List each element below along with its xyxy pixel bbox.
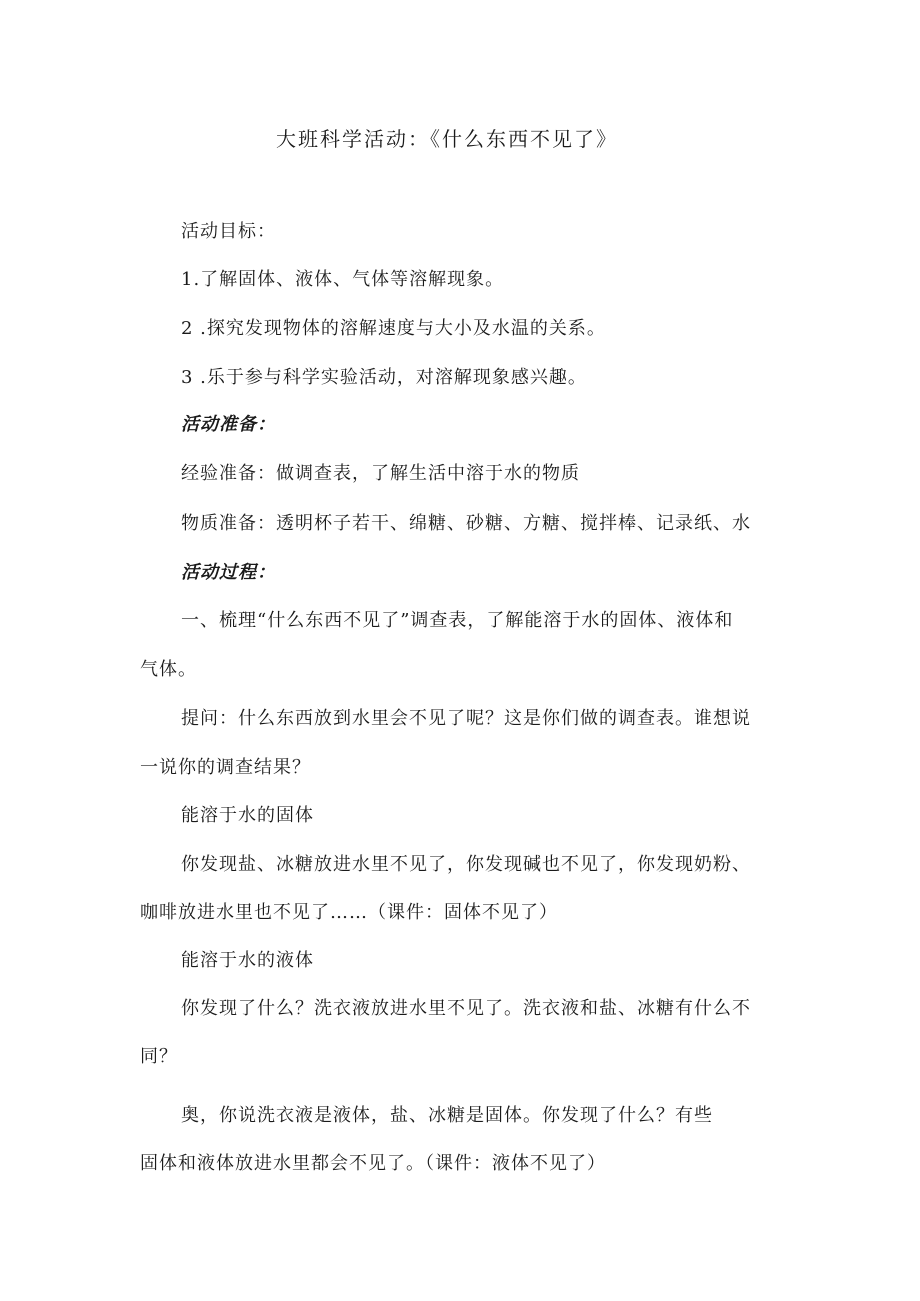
paragraph-line: 提问：什么东西放到水里会不见了呢？这是你们做的调查表。谁想说 [181,708,751,729]
material-preparation: 物质准备：透明杯子若干、绵糖、砂糖、方糖、搅拌棒、记录纸、水 [181,513,751,534]
paragraph-line: 一说你的调查结果？ [140,757,311,778]
liquid-heading: 能溶于水的液体 [181,950,314,971]
goal-item: 1.了解固体、液体、气体等溶解现象。 [181,269,505,290]
paragraph-line: 奥，你说洗衣液是液体，盐、冰糖是固体。你发现了什么？有些 [181,1105,713,1126]
solid-heading: 能溶于水的固体 [181,805,314,826]
goal-item: 2 .探究发现物体的溶解速度与大小及水温的关系。 [181,318,606,339]
paragraph-line: 固体和液体放进水里都会不见了。（课件：液体不见了） [140,1153,606,1174]
paragraph-line: 你发现盐、冰糖放进水里不见了，你发现碱也不见了，你发现奶粉、 [181,854,751,875]
paragraph-line: 一、梳理“什么东西不见了”调查表，了解能溶于水的固体、液体和 [181,610,734,631]
paragraph-line: 咖啡放进水里也不见了……（课件：固体不见了） [140,902,558,923]
preparation-heading: 活动准备： [181,414,276,435]
paragraph-line: 同？ [140,1046,178,1067]
process-heading: 活动过程： [181,562,276,583]
paragraph-line: 气体。 [140,659,197,680]
paragraph-line: 你发现了什么？洗衣液放进水里不见了。洗衣液和盐、冰糖有什么不 [181,998,751,1019]
goals-heading: 活动目标： [181,221,276,242]
experience-preparation: 经验准备：做调查表，了解生活中溶于水的物质 [181,463,580,484]
goal-item: 3 .乐于参与科学实验活动，对溶解现象感兴趣。 [181,367,587,388]
document-title: 大班科学活动：《什么东西不见了》 [276,127,618,151]
